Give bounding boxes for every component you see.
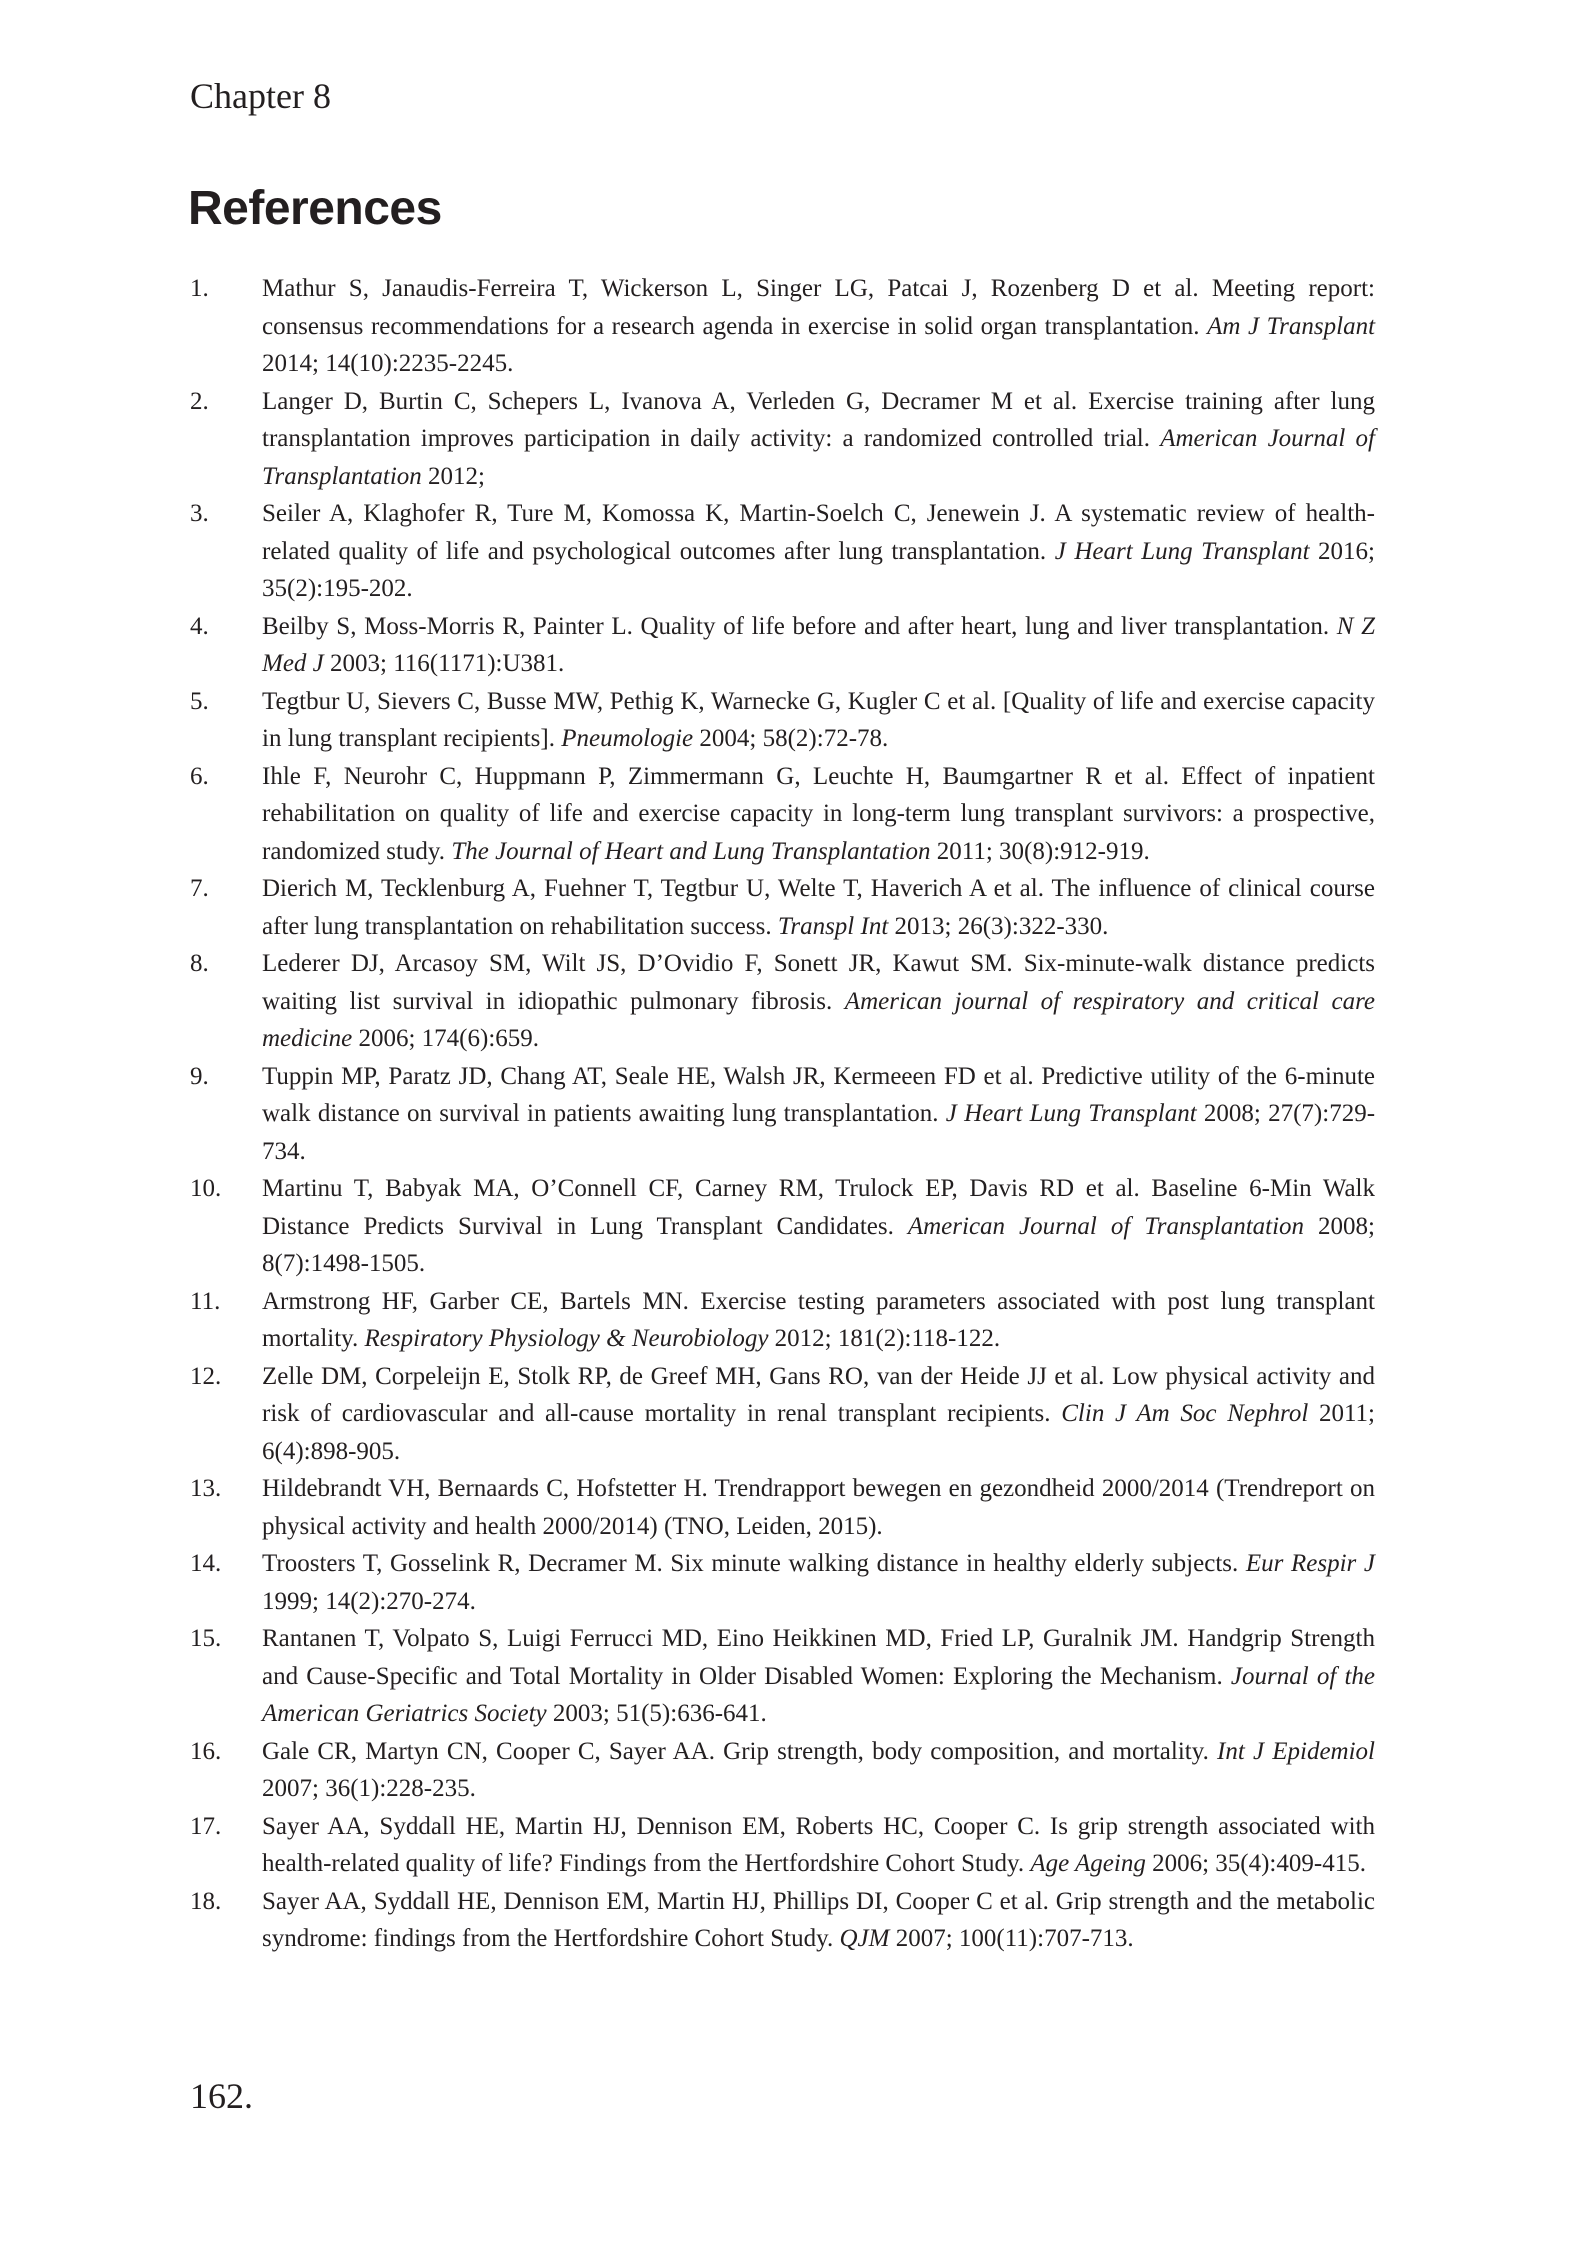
reference-number: 10. xyxy=(190,1175,222,1202)
reference-item xyxy=(190,1545,1375,1620)
reference-text: Zelle DM, Corpeleijn E, Stolk RP, de Greef MH, Gans RO, van der Heide JJ et al. Low physical activity and risk of cardiovascular and all-cause mortality in renal transplant recipients. xyxy=(262,1362,1375,1427)
reference-journal: N Z Med J xyxy=(262,612,1375,677)
reference-journal: QJM xyxy=(839,1925,890,1952)
reference-item xyxy=(190,1470,1375,1545)
reference-text: Lederer DJ, Arcasoy SM, Wilt JS, D’Ovidio F, Sonett JR, Kawut SM. Six-minute-walk distance predicts waiting list survival in idiopathic pulmonary fibrosis. xyxy=(262,950,1375,1015)
reference-text: Langer D, Burtin C, Schepers L, Ivanova A, Verleden G, Decramer M et al. Exercise training after lung transplantation improves participation in daily activity: a randomized controlled trial. xyxy=(262,387,1375,452)
reference-text: Martinu T, Babyak MA, O’Connell CF, Carney RM, Trulock EP, Davis RD et al. Baseline 6-Min Walk Distance Predicts Survival in Lung Transplant Candidates. xyxy=(262,1175,1375,1240)
reference-journal: Am J Transplant xyxy=(1207,312,1376,340)
reference-journal: Pneumologie xyxy=(561,725,694,752)
reference-journal: Age Ageing xyxy=(1030,1850,1146,1877)
reference-number: 13. xyxy=(190,1475,222,1502)
reference-number: 16. xyxy=(190,1737,222,1765)
reference-journal: J Heart Lung Transplant xyxy=(945,1100,1197,1127)
reference-text: Tegtbur U, Sievers C, Busse MW, Pethig K, Warnecke G, Kugler C et al. [Quality of life and exercise capacity in lung transplant recipients]. xyxy=(262,687,1375,752)
reference-text: Rantanen T, Volpato S, Luigi Ferrucci MD, Eino Heikkinen MD, Fried LP, Guralnik JM. Handgrip Strength and Cause-Specific and Total Mortality in Older Disabled Women: Exploring the Mechanism. xyxy=(262,1625,1375,1690)
reference-number: 11. xyxy=(190,1287,221,1315)
reference-item xyxy=(190,758,1375,871)
reference-item xyxy=(190,1883,1375,1958)
reference-item xyxy=(190,1170,1375,1283)
reference-details: 2008; 8(7):1498-1505. xyxy=(262,1212,1375,1277)
reference-item xyxy=(190,870,1375,945)
running-header: Chapter 8 xyxy=(190,76,331,116)
reference-text: Sayer AA, Syddall HE, Dennison EM, Martin HJ, Phillips DI, Cooper C et al. Grip strength and the metabolic syndrome: findings from the Hertfordshire Cohort Study. xyxy=(262,1887,1375,1952)
reference-list xyxy=(190,270,1375,1958)
reference-journal: Journal of the American Geriatrics Society xyxy=(262,1662,1376,1727)
reference-item xyxy=(190,683,1375,758)
reference-number: 12. xyxy=(190,1362,222,1390)
reference-details: 2012; 181(2):118-122. xyxy=(774,1325,1001,1352)
reference-number: 9. xyxy=(190,1062,209,1090)
reference-journal: Eur Respir J xyxy=(1245,1550,1375,1577)
reference-body xyxy=(262,1545,1375,1620)
reference-journal: J Heart Lung Transplant xyxy=(1054,537,1310,565)
reference-number: 17. xyxy=(190,1812,222,1840)
reference-number: 4. xyxy=(190,612,209,640)
reference-details: 2003; 51(5):636-641. xyxy=(552,1700,767,1727)
reference-text: Sayer AA, Syddall HE, Martin HJ, Dennison EM, Roberts HC, Cooper C. Is grip strength associated with health-related quality of life? Findings from the Hertfordshire Cohort Study. xyxy=(262,1812,1375,1877)
reference-body xyxy=(262,870,1375,945)
reference-body xyxy=(262,270,1375,383)
reference-text: Beilby S, Moss-Morris R, Painter L. Quality of life before and after heart, lung and liver transplantation. xyxy=(262,612,1330,640)
reference-text: Mathur S, Janaudis-Ferreira T, Wickerson L, Singer LG, Patcai J, Rozenberg D et al. Meeting report: consensus recommendations for a research agenda in exercise in solid organ transplantation. xyxy=(262,275,1375,340)
reference-text: Troosters T, Gosselink R, Decramer M. Six minute walking distance in healthy elderly subjects. xyxy=(262,1550,1239,1577)
reference-text: Gale CR, Martyn CN, Cooper C, Sayer AA. Grip strength, body composition, and mortality. xyxy=(262,1737,1209,1765)
reference-body xyxy=(262,1733,1375,1808)
page-number: 162. xyxy=(190,2076,253,2116)
reference-details: 2003; 116(1171):U381. xyxy=(330,650,565,677)
reference-journal: Clin J Am Soc Nephrol xyxy=(1061,1400,1309,1427)
reference-journal: Int J Epidemiol xyxy=(1217,1737,1375,1765)
reference-item xyxy=(190,495,1375,608)
reference-item xyxy=(190,1283,1375,1358)
reference-body xyxy=(262,1470,1375,1545)
reference-body xyxy=(262,758,1375,871)
reference-number: 1. xyxy=(190,275,209,302)
reference-item xyxy=(190,383,1375,496)
reference-body xyxy=(262,1058,1375,1171)
reference-number: 14. xyxy=(190,1550,222,1577)
reference-body xyxy=(262,945,1375,1058)
reference-details: 2006; 174(6):659. xyxy=(358,1025,540,1052)
reference-body xyxy=(262,383,1375,496)
reference-item xyxy=(190,945,1375,1058)
reference-details: 2007; 100(11):707-713. xyxy=(895,1925,1134,1952)
reference-text: Ihle F, Neurohr C, Huppmann P, Zimmermann G, Leuchte H, Baumgartner R et al. Effect of inpatient rehabilitation on quality of life and exercise capacity in long-term lung transplant survivors: a prospective, randomized study. xyxy=(262,762,1375,865)
reference-text: Hildebrandt VH, Bernaards C, Hofstetter H. Trendrapport bewegen en gezondheid 2000/2014 (Trendreport on physical activity and health 2000/2014) (TNO, Leiden, 2015). xyxy=(262,1475,1375,1540)
reference-number: 5. xyxy=(190,687,209,715)
reference-journal: American Journal of Transplantation xyxy=(262,425,1375,490)
reference-number: 7. xyxy=(190,875,209,902)
reference-details: 2008; 27(7):729-734. xyxy=(262,1100,1376,1165)
reference-journal: The Journal of Heart and Lung Transplantation xyxy=(451,837,931,865)
reference-item xyxy=(190,608,1375,683)
reference-details: 2013; 26(3):322-330. xyxy=(894,912,1109,940)
reference-details: 2011; 6(4):898-905. xyxy=(262,1400,1376,1465)
reference-number: 2. xyxy=(190,387,209,415)
reference-journal: Transpl Int xyxy=(777,912,889,940)
reference-details: 2012; xyxy=(428,462,485,490)
reference-body xyxy=(262,1283,1375,1358)
reference-item xyxy=(190,1358,1375,1471)
reference-details: 2014; 14(10):2235-2245. xyxy=(262,350,514,377)
reference-body xyxy=(262,1358,1375,1471)
reference-body xyxy=(262,495,1375,608)
reference-journal: American Journal of Transplantation xyxy=(907,1212,1305,1240)
reference-details: 2006; 35(4):409-415. xyxy=(1152,1850,1366,1877)
reference-item xyxy=(190,1733,1375,1808)
reference-details: 2007; 36(1):228-235. xyxy=(262,1775,476,1802)
reference-journal: Respiratory Physiology & Neurobiology xyxy=(364,1325,769,1352)
reference-text: Dierich M, Tecklenburg A, Fuehner T, Tegtbur U, Welte T, Haverich A et al. The influence of clinical course after lung transplantation on rehabilitation success. xyxy=(262,875,1375,940)
reference-body xyxy=(262,1883,1375,1958)
reference-text: Tuppin MP, Paratz JD, Chang AT, Seale HE, Walsh JR, Kermeeen FD et al. Predictive utility of the 6-minute walk distance on survival in patients awaiting lung transplantation. xyxy=(262,1062,1375,1127)
reference-details: 1999; 14(2):270-274. xyxy=(262,1587,476,1615)
reference-body xyxy=(262,608,1375,683)
section-title: References xyxy=(188,182,442,235)
reference-number: 3. xyxy=(190,500,209,527)
reference-body xyxy=(262,683,1375,758)
reference-number: 6. xyxy=(190,762,209,790)
reference-number: 15. xyxy=(190,1625,222,1652)
reference-number: 8. xyxy=(190,950,209,977)
reference-details: 2016; 35(2):195-202. xyxy=(262,537,1375,602)
reference-text: Armstrong HF, Garber CE, Bartels MN. Exercise testing parameters associated with post lung transplant mortality. xyxy=(262,1287,1375,1352)
reference-text: Seiler A, Klaghofer R, Ture M, Komossa K, Martin-Soelch C, Jenewein J. A systematic review of health-related quality of life and psychological outcomes after lung transplantation. xyxy=(262,500,1375,565)
reference-details: 2004; 58(2):72-78. xyxy=(699,725,889,752)
reference-item xyxy=(190,1808,1375,1883)
reference-body xyxy=(262,1620,1375,1733)
reference-item xyxy=(190,1058,1375,1171)
reference-journal: American journal of respiratory and critical care medicine xyxy=(262,987,1375,1052)
reference-item xyxy=(190,1620,1375,1733)
reference-body xyxy=(262,1808,1375,1883)
reference-details: 2011; 30(8):912-919. xyxy=(936,837,1150,865)
reference-body xyxy=(262,1170,1375,1283)
reference-item xyxy=(190,270,1375,383)
reference-number: 18. xyxy=(190,1887,222,1915)
